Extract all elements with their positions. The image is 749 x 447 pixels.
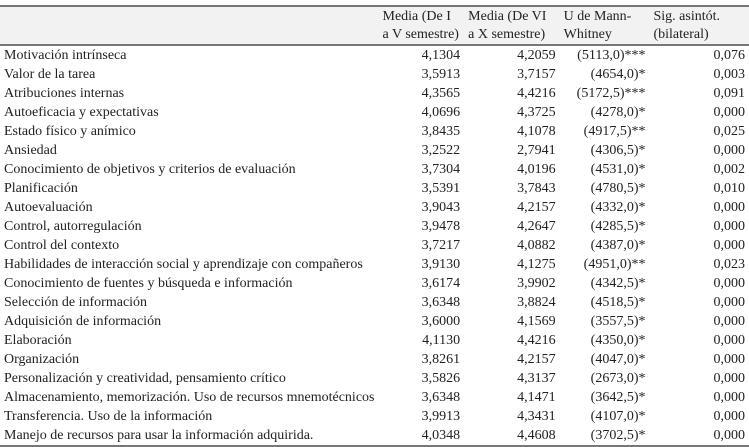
sig-value: 0,000 (713, 333, 745, 348)
row-label: Planificación (4, 181, 78, 196)
sig-value: 0,003 (713, 67, 745, 82)
sig-value: 0,023 (713, 257, 745, 272)
table-row (0, 198, 749, 217)
sig-value: 0,000 (649, 426, 749, 446)
media-1: 3,6348 (421, 390, 461, 405)
row-label: Ansiedad (4, 143, 57, 158)
row-label: Conocimiento de fuentes y búsqueda e información (4, 276, 293, 291)
table-row (0, 255, 749, 274)
media-1: 4,0348 (379, 426, 465, 446)
u-value: (4518,5)* (590, 295, 646, 310)
row-label: Autoeficacia y expectativas (4, 105, 159, 120)
table-row (0, 331, 749, 350)
sig-value: 0,000 (713, 390, 745, 405)
media-2: 4,1569 (517, 314, 556, 329)
sig-value: 0,010 (713, 181, 745, 196)
media-1: 3,8261 (421, 352, 461, 367)
u-value: (4285,5)* (590, 219, 646, 234)
u-value: (3642,5)* (590, 390, 646, 405)
media-2: 4,2157 (517, 200, 556, 215)
media-1: 3,6174 (421, 276, 461, 291)
header-mann-whitney: U de Mann-Whitney (560, 6, 650, 45)
row-label: Control del contexto (4, 238, 120, 253)
row-label: Adquisición de información (4, 314, 162, 329)
u-value: (2673,0)* (590, 371, 646, 386)
media-2: 4,0882 (517, 238, 556, 253)
media-2: 2,7941 (517, 143, 556, 158)
header-sig: Sig. asintót. (bilateral) (649, 6, 749, 45)
media-2: 4,4216 (517, 86, 556, 101)
row-label: Organización (4, 352, 80, 367)
row-label: Habilidades de interacción social y aprendizaje con compañeros (4, 257, 363, 272)
table-row (0, 407, 749, 426)
u-value: (5172,5)*** (576, 86, 646, 101)
table-row (0, 293, 749, 312)
row-label: Manejo de recursos para usar la información adquirida. (0, 426, 379, 446)
u-value: (4917,5)** (583, 124, 646, 139)
table-row (0, 236, 749, 255)
row-label: Elaboración (4, 333, 72, 348)
sig-value: 0,000 (713, 276, 745, 291)
u-value: (4780,5)* (590, 181, 646, 196)
media-1: 3,9130 (421, 257, 461, 272)
table-row (0, 141, 749, 160)
row-label: Autoevaluación (4, 200, 93, 215)
table-row (0, 426, 749, 446)
media-1: 3,6000 (421, 314, 461, 329)
table-row (0, 65, 749, 84)
sig-value: 0,000 (713, 352, 745, 367)
row-label: Valor de la tarea (4, 67, 96, 82)
media-1: 4,1304 (421, 48, 461, 63)
media-1: 3,8435 (421, 124, 461, 139)
row-label: Personalización y creatividad, pensamiento crítico (4, 371, 286, 386)
table-row (0, 45, 749, 65)
sig-value: 0,091 (713, 86, 745, 101)
sig-value: 0,000 (713, 314, 745, 329)
u-value: (5113,0)*** (577, 48, 646, 63)
sig-value: 0,000 (713, 371, 745, 386)
row-label: Selección de información (4, 295, 148, 310)
row-label: Control, autorregulación (4, 219, 142, 234)
table-row (0, 312, 749, 331)
media-1: 4,3565 (421, 86, 461, 101)
header-media-2: Media (De VI a X semestre) (464, 6, 560, 45)
table-row (0, 84, 749, 103)
u-value: (4306,5)* (590, 143, 646, 158)
row-label: Transferencia. Uso de la información (4, 409, 213, 424)
row-label: Atribuciones internas (4, 86, 125, 101)
sig-value: 0,000 (713, 409, 745, 424)
media-2: 4,4608 (464, 426, 560, 446)
u-value: (4654,0)* (590, 67, 646, 82)
media-2: 4,1471 (517, 390, 556, 405)
u-value: (4047,0)* (590, 352, 646, 367)
media-1: 3,9043 (421, 200, 461, 215)
table-row (0, 122, 749, 141)
u-value: (4951,0)** (583, 257, 646, 272)
sig-value: 0,025 (713, 124, 745, 139)
table-row (0, 103, 749, 122)
media-2: 4,3431 (517, 409, 556, 424)
sig-value: 0,076 (713, 48, 745, 63)
u-value: (4278,0)* (590, 105, 646, 120)
row-label: Motivación intrínseca (4, 48, 127, 63)
media-1: 3,7217 (421, 238, 461, 253)
media-1: 3,9913 (421, 409, 461, 424)
table-row (0, 179, 749, 198)
media-2: 4,1078 (517, 124, 556, 139)
u-value: (4342,5)* (590, 276, 646, 291)
row-label: Conocimiento de objetivos y criterios de evaluación (4, 162, 296, 177)
media-1: 3,5826 (421, 371, 461, 386)
media-2: 4,2059 (517, 48, 556, 63)
table-row (0, 350, 749, 369)
media-1: 3,2522 (421, 143, 461, 158)
media-2: 4,2157 (517, 352, 556, 367)
sig-value: 0,000 (713, 238, 745, 253)
u-value: (4332,0)* (590, 200, 646, 215)
media-2: 4,4216 (517, 333, 556, 348)
media-1: 4,0696 (421, 105, 461, 120)
u-value: (4107,0)* (590, 409, 646, 424)
table-row (0, 217, 749, 236)
media-2: 4,3725 (517, 105, 556, 120)
media-2: 4,0196 (517, 162, 556, 177)
media-1: 4,1130 (422, 333, 461, 348)
u-value: (3557,5)* (590, 314, 646, 329)
u-value: (3702,5)* (560, 426, 650, 446)
row-label: Estado físico y anímico (4, 124, 136, 139)
table-row (0, 388, 749, 407)
media-2: 3,8824 (517, 295, 556, 310)
media-1: 3,5913 (421, 67, 461, 82)
header-label (0, 6, 379, 45)
media-2: 3,9902 (517, 276, 556, 291)
sig-value: 0,000 (713, 143, 745, 158)
u-value: (4387,0)* (590, 238, 646, 253)
media-2: 4,1275 (517, 257, 556, 272)
sig-value: 0,000 (713, 200, 745, 215)
media-1: 3,7304 (421, 162, 461, 177)
table-row (0, 274, 749, 293)
header-row (0, 6, 749, 45)
media-1: 3,5391 (421, 181, 461, 196)
sig-value: 0,000 (713, 105, 745, 120)
u-value: (4350,0)* (590, 333, 646, 348)
media-1: 3,6348 (421, 295, 461, 310)
media-2: 3,7157 (517, 67, 556, 82)
media-2: 3,7843 (517, 181, 556, 196)
media-2: 4,2647 (517, 219, 556, 234)
sig-value: 0,002 (713, 162, 745, 177)
media-2: 4,3137 (517, 371, 556, 386)
table-row (0, 369, 749, 388)
sig-value: 0,000 (713, 295, 745, 310)
table-row (0, 160, 749, 179)
header-media-1: Media (De I a V semestre) (379, 6, 465, 45)
row-label: Almacenamiento, memorización. Uso de recursos mnemotécnicos (4, 390, 375, 405)
results-table (0, 5, 749, 447)
u-value: (4531,0)* (590, 162, 646, 177)
sig-value: 0,000 (713, 219, 745, 234)
media-1: 3,9478 (421, 219, 461, 234)
